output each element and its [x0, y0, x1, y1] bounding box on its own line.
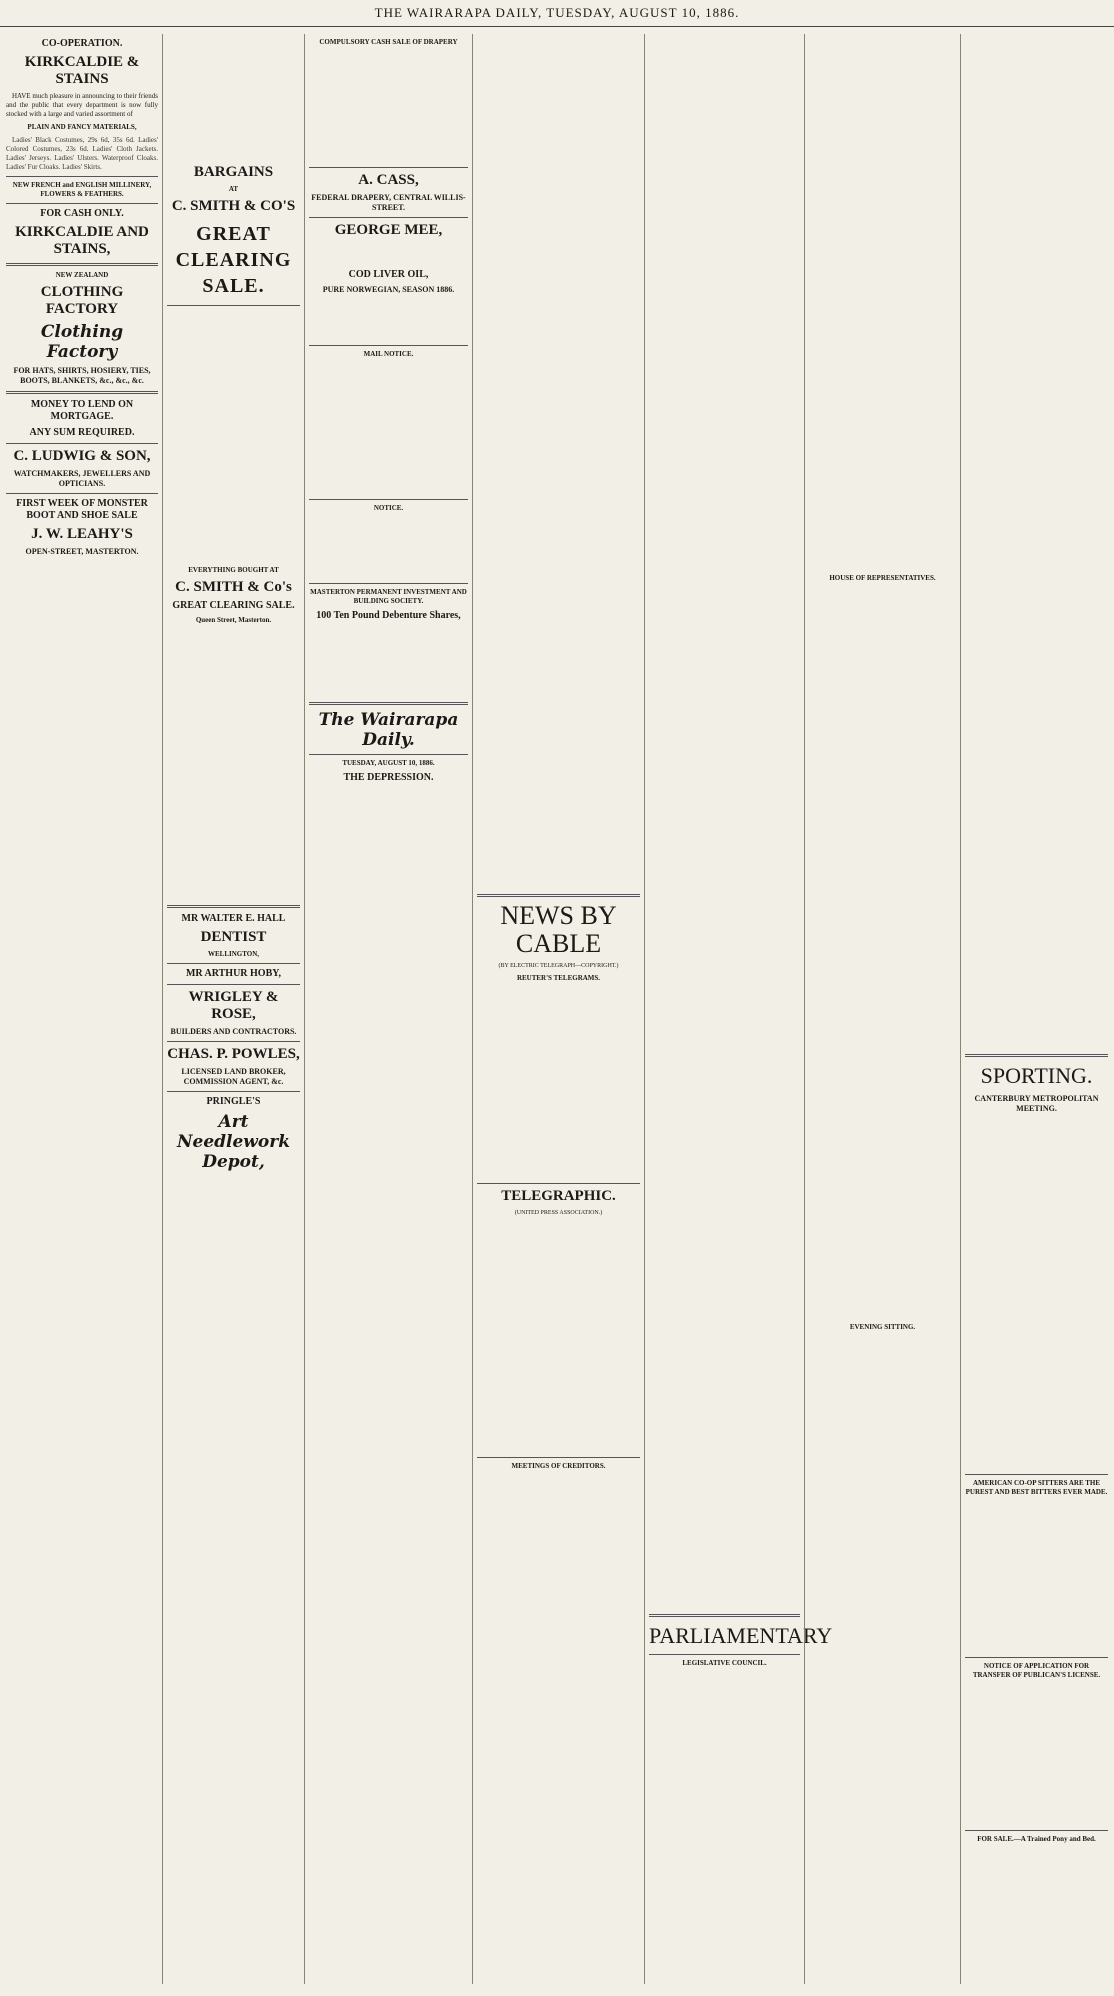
at-label: AT — [228, 185, 239, 193]
column-6 — [804, 34, 960, 1984]
masthead: THE WAIRARAPA DAILY, TUESDAY, AUGUST 10, 1886. — [0, 0, 1114, 27]
sporting-sub: CANTERBURY METROPOLITAN MEETING. — [974, 1094, 1099, 1113]
press-association: (UNITED PRESS ASSOCIATION.) — [514, 1210, 603, 1216]
cass-title: A. CASS, — [358, 172, 419, 188]
pringle: PRINGLE'S — [206, 1096, 261, 1107]
smith-title-2: C. SMITH & Co's — [175, 579, 292, 595]
depression-heading: THE DEPRESSION. — [343, 772, 434, 783]
news-sub: (BY ELECTRIC TELEGRAPH—COPYRIGHT.) — [498, 963, 619, 969]
cass-sub: FEDERAL DRAPERY, CENTRAL WILLIS-STREET. — [311, 193, 466, 212]
clothing-factory: CLOTHING FACTORY — [40, 284, 124, 317]
leahy-title: J. W. LEAHY'S — [31, 526, 133, 542]
cash-only: FOR CASH ONLY. — [40, 208, 124, 219]
great-clearing-sale: GREAT CLEARING SALE. — [175, 223, 292, 297]
materials-heading: PLAIN AND FANCY MATERIALS, — [27, 123, 137, 131]
news-by-cable: NEWS BY CABLE — [500, 901, 617, 958]
money-heading-2: ANY SUM REQUIRED. — [29, 427, 135, 438]
building-society: MASTERTON PERMANENT INVESTMENT AND BUILDING SOCIETY. — [310, 588, 467, 605]
dentist-name: MR WALTER E. HALL — [181, 913, 286, 924]
licence-notice: NOTICE OF APPLICATION FOR TRANSFER OF PUBLICAN'S LICENSE. — [972, 1662, 1101, 1679]
millinery-heading: NEW FRENCH and ENGLISH MILLINERY, FLOWERS & FEATHERS. — [12, 181, 152, 198]
powles: CHAS. P. POWLES, — [167, 1046, 300, 1062]
legislative-council: LEGISLATIVE COUNCIL. — [682, 1659, 767, 1667]
boot-sale: FIRST WEEK OF MONSTER BOOT AND SHOE SALE — [16, 498, 148, 521]
great-clearing-sale-2: GREAT CLEARING SALE. — [172, 600, 295, 611]
ludwig-title: C. LUDWIG & SON, — [13, 448, 151, 464]
sporting: SPORTING. — [980, 1063, 1093, 1088]
queen-street: Queen Street, Masterton. — [195, 616, 272, 624]
wellington: WELLINGTON, — [207, 950, 260, 958]
kirkcaldie-lead: HAVE much pleasure in announcing to their friends and the public that every department is now fully stocked with a large and varied assortment of — [6, 92, 158, 118]
ludwig-sub: WATCHMAKERS, JEWELLERS AND OPTICIANS. — [13, 469, 151, 488]
reuter-telegrams: REUTER'S TELEGRAMS. — [516, 974, 601, 982]
column-3 — [304, 34, 472, 1984]
kirkcaldie-title: KIRKCALDIE & STAINS — [24, 54, 140, 87]
mail-notice: MAIL NOTICE. — [363, 350, 414, 358]
parliamentary: PARLIAMENTARY — [649, 1623, 833, 1648]
smith-title: C. SMITH & CO'S — [171, 198, 296, 214]
telegraphic: TELEGRAPHIC. — [501, 1188, 616, 1204]
american-bitters: AMERICAN CO-OP SITTERS ARE THE PUREST AND BEST BITTERS EVER MADE. — [965, 1479, 1108, 1496]
hats-shirts: FOR HATS, SHIRTS, HOSIERY, TIES, BOOTS, BLANKETS, &c., &c., &c. — [13, 366, 151, 385]
notice: NOTICE. — [373, 504, 404, 512]
george-mee: GEORGE MEE, — [334, 222, 443, 238]
leahy-address: OPEN-STREET, MASTERTON. — [25, 547, 139, 556]
clothing-factory-gothic: Clothing Factory — [40, 322, 124, 362]
issue-date: TUESDAY, AUGUST 10, 1886. — [342, 759, 435, 767]
bargains: BARGAINS — [193, 164, 274, 180]
drapery-heading: COMPULSORY CASH SALE OF DRAPERY — [319, 38, 458, 46]
needlework-depot: Art Needlework Depot, — [176, 1112, 291, 1172]
cod-liver-oil-sub: PURE NORWEGIAN, SEASON 1886. — [322, 285, 455, 294]
evening-sitting: EVENING SITTING. — [849, 1323, 916, 1331]
money-heading: MONEY TO LEND ON MORTGAGE. — [30, 399, 134, 422]
dentist: DENTIST — [200, 929, 267, 945]
factory-top: NEW ZEALAND — [55, 271, 109, 279]
wrigley-sub: BUILDERS AND CONTRACTORS. — [170, 1027, 297, 1036]
powles-sub: LICENSED LAND BROKER, COMMISSION AGENT, &c. — [181, 1067, 286, 1086]
co-operation-heading: CO-OPERATION. — [41, 38, 123, 49]
goods-list: Ladies' Black Costumes, 29s 6d, 35s 6d. Ladies' Colored Costumes, 23s 6d. Ladies' Cloth Jackets. Ladies' Jerseys. Ladies' Ulsters. Waterproof Cloaks. Ladies' Fur Cloaks. Ladies' Skirts. — [6, 136, 158, 171]
column-4 — [472, 34, 644, 1984]
kirkcaldie-title-2: KIRKCALDIE AND STAINS, — [15, 224, 149, 257]
column-2 — [162, 34, 304, 1984]
house-of-representatives: HOUSE OF REPRESENTATIVES. — [829, 574, 936, 582]
wrigley: WRIGLEY & ROSE, — [188, 989, 279, 1022]
for-sale: FOR SALE.—A Trained Pony and Bed. — [977, 1835, 1096, 1843]
column-1 — [2, 34, 162, 1984]
everything-bought: EVERYTHING BOUGHT AT — [188, 566, 279, 574]
hoby: MR ARTHUR HOBY, — [185, 968, 282, 979]
column-7 — [960, 34, 1112, 1984]
creditors-heading: MEETINGS OF CREDITORS. — [511, 1462, 606, 1470]
cod-liver-oil: COD LIVER OIL, — [348, 269, 429, 280]
debenture-shares: 100 Ten Pound Debenture Shares, — [316, 610, 461, 621]
paper-title: The Wairarapa Daily. — [318, 710, 459, 750]
column-5 — [644, 34, 833, 1984]
